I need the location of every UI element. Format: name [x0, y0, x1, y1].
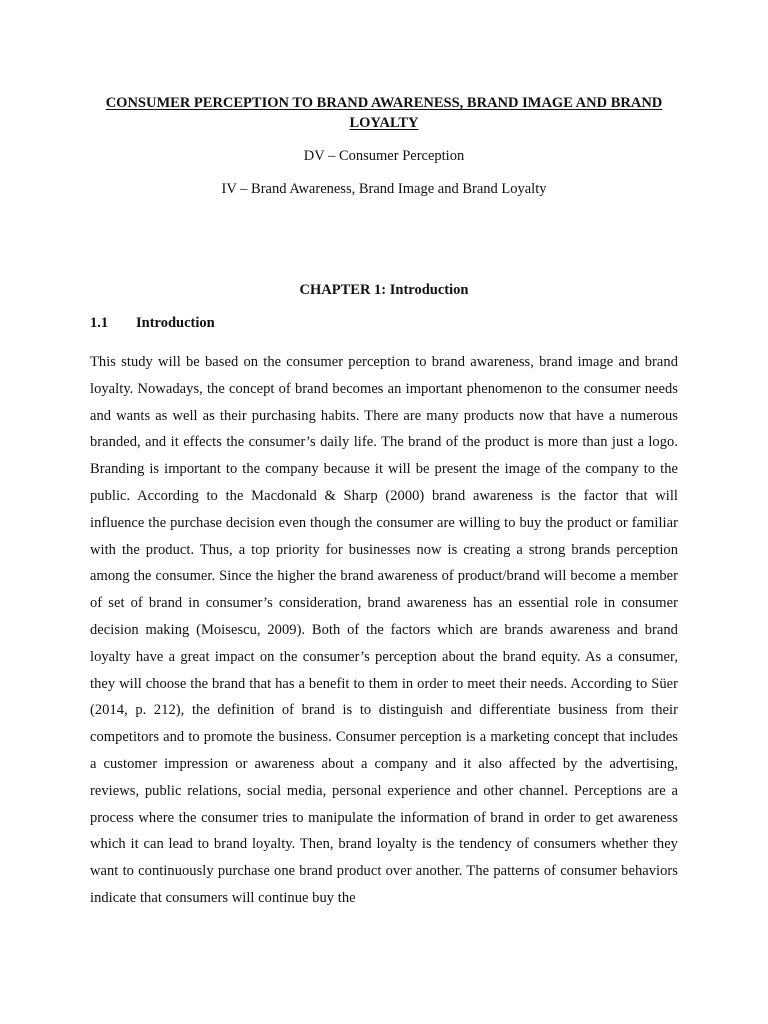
body-paragraph: This study will be based on the consumer perception to brand awareness, brand image and brand loyalty. Nowadays, the concept of brand becomes an important phenomenon to the consumer needs and wants as well as their purchasing habits. There are many products now that have a numerous branded, and it effects the consumer’s daily life. The brand of the product is more than just a logo. Branding is important to the company because it will be present the image of the company to the public. According to the Macdonald & Sharp (2000) brand awareness is the factor that will influence the purchase decision even though the consumer are willing to buy the product or familiar with the product. Thus, a top priority for businesses now is creating a strong brands perception among the consumer. Since the higher the brand awareness of product/brand will become a member of set of brand in consumer’s consideration, brand awareness has an essential role in consumer decision making (Moisescu, 2009). Both of the factors which are brands awareness and brand loyalty have a great impact on the consumer’s perception about the brand equity. As a consumer, they will choose the brand that has a benefit to them in order to meet their needs. According to Süer (2014, p. 212), the definition of brand is to distinguish and differentiate business from their competitors and to promote the business. Consumer perception is a marketing concept that includes a customer impression or awareness about a company and it also affected by the advertising, reviews, public relations, social media, personal experience and other channel. Perceptions are a process where the consumer tries to manipulate the information of brand in order to get awareness which it can lead to brand loyalty. Then, brand loyalty is the tendency of consumers whether they want to continuously purchase one brand product over another. The patterns of consumer behaviors indicate that consumers will continue buy the: [90, 354, 678, 906]
document-title: CONSUMER PERCEPTION TO BRAND AWARENESS, BRAND IMAGE AND BRAND LOYALTY: [105, 95, 663, 131]
dependent-variable-line: DV – Consumer Perception: [303, 148, 465, 164]
section-number: 1.1: [90, 315, 109, 331]
chapter-heading: CHAPTER 1: Introduction: [299, 282, 469, 298]
section-title: Introduction: [136, 315, 215, 331]
independent-variables-line: IV – Brand Awareness, Brand Image and Brand Loyalty: [221, 181, 547, 197]
section-heading: [90, 313, 215, 333]
